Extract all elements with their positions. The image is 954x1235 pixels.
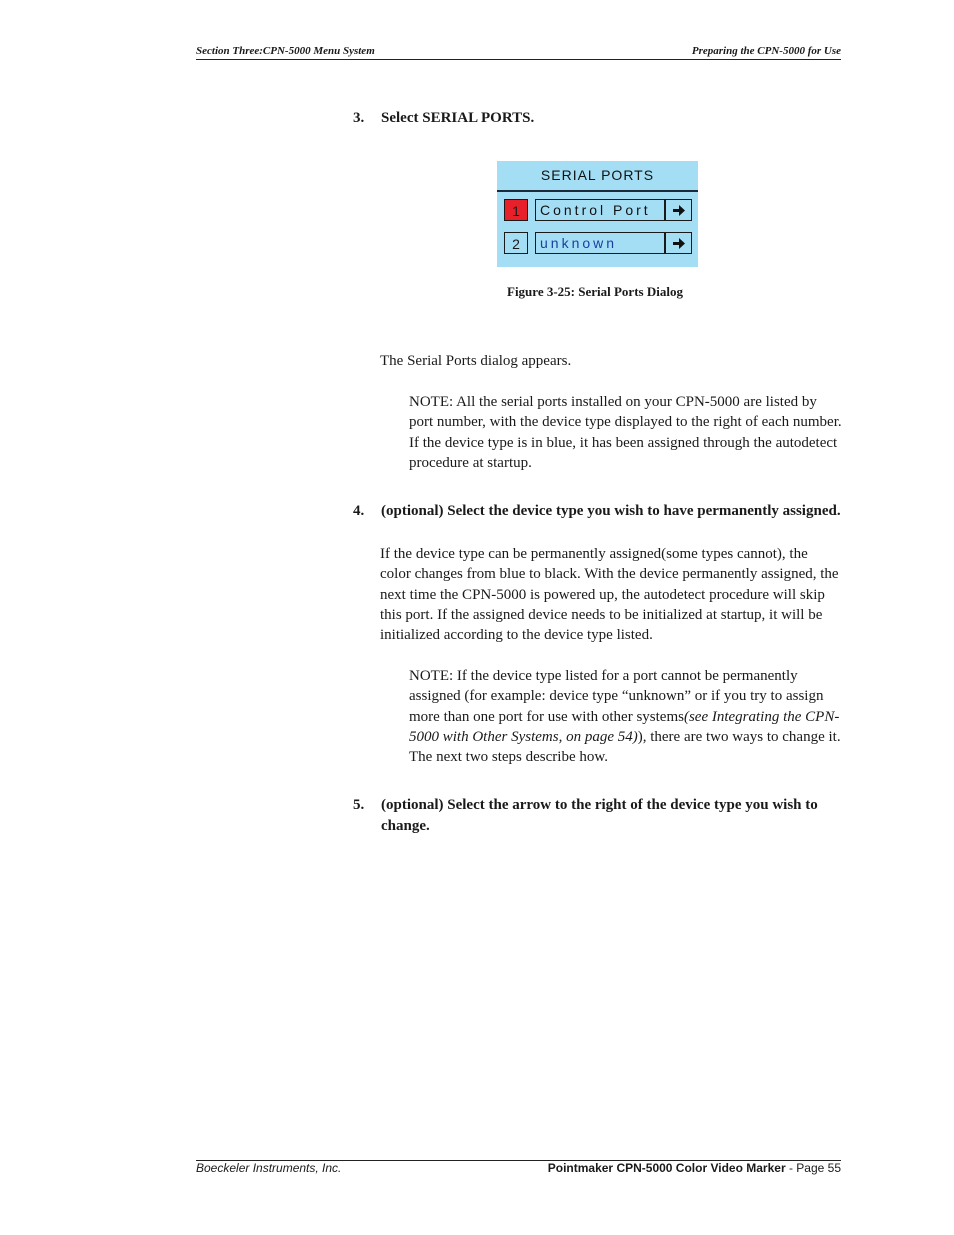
right-arrow-icon [673,237,686,250]
port-2-device[interactable]: unknown [535,232,665,254]
note-2-cross-reference[interactable]: (see Integrating the CPN-5000 with Other Systems, on page 54) [409,708,840,745]
step-4 [353,501,843,522]
port-1-arrow-button[interactable] [665,199,692,221]
header-chapter-title: Preparing the CPN-5000 for Use [691,45,841,57]
dialog-title: SERIAL PORTS [497,161,698,192]
page-header [196,44,841,60]
note-1: NOTE: All the serial ports installed on your CPN-5000 are listed by port number, with the device type displayed to the right of each number. If the device type is in blue, it has been assigned through the autodetect procedure at startup. [409,394,842,471]
port-2-number[interactable]: 2 [504,232,528,254]
right-arrow-icon [673,204,686,217]
note-2-text-a: NOTE: If the device type listed for a port cannot be permanently assigned (for example: device type “unknown” or if you try to assign more than one port for use with other systems [409,668,824,725]
note-2 [409,666,844,767]
step-3-number: 3. [353,110,365,126]
body-paragraph-1: The Serial Ports dialog appears. [380,353,572,369]
header-section-title: Section Three:CPN-5000 Menu System [196,45,375,57]
footer-page-number: - Page 55 [785,1161,841,1175]
page-footer [196,1160,841,1179]
step-5-text: (optional) Select the arrow to the right of the device type you wish to change. [381,797,818,834]
body-paragraph-2: If the device type can be permanently assigned(some types cannot), the color changes from blue to black. With the device permanently assigned, the next time the CPN-5000 is powered up, the autodetect procedure will skip this port. If the assigned device needs to be initialized at startup, it will be initialized according to the device type listed. [380,546,839,644]
step-4-text: (optional) Select the device type you wish to have permanently assigned. [381,503,841,519]
footer-product: Pointmaker CPN-5000 Color Video Marker [547,1161,786,1175]
step-5-number: 5. [353,797,365,813]
step-3 [353,108,843,129]
footer-company: Boeckeler Instruments, Inc. [196,1161,342,1175]
port-1-number[interactable]: 1 [504,199,528,221]
note-2-text-b: ), there are two ways to change it. The next two steps describe how. [409,728,841,766]
port-2-arrow-button[interactable] [665,232,692,254]
serial-ports-dialog [497,161,698,267]
step-5 [353,795,843,837]
figure-caption: Figure 3-25: Serial Ports Dialog [507,284,683,299]
footer-product-page [548,1161,841,1175]
port-1-device[interactable]: Control Port [535,199,665,221]
step-4-number: 4. [353,503,365,519]
step-3-text: Select SERIAL PORTS. [381,110,535,126]
